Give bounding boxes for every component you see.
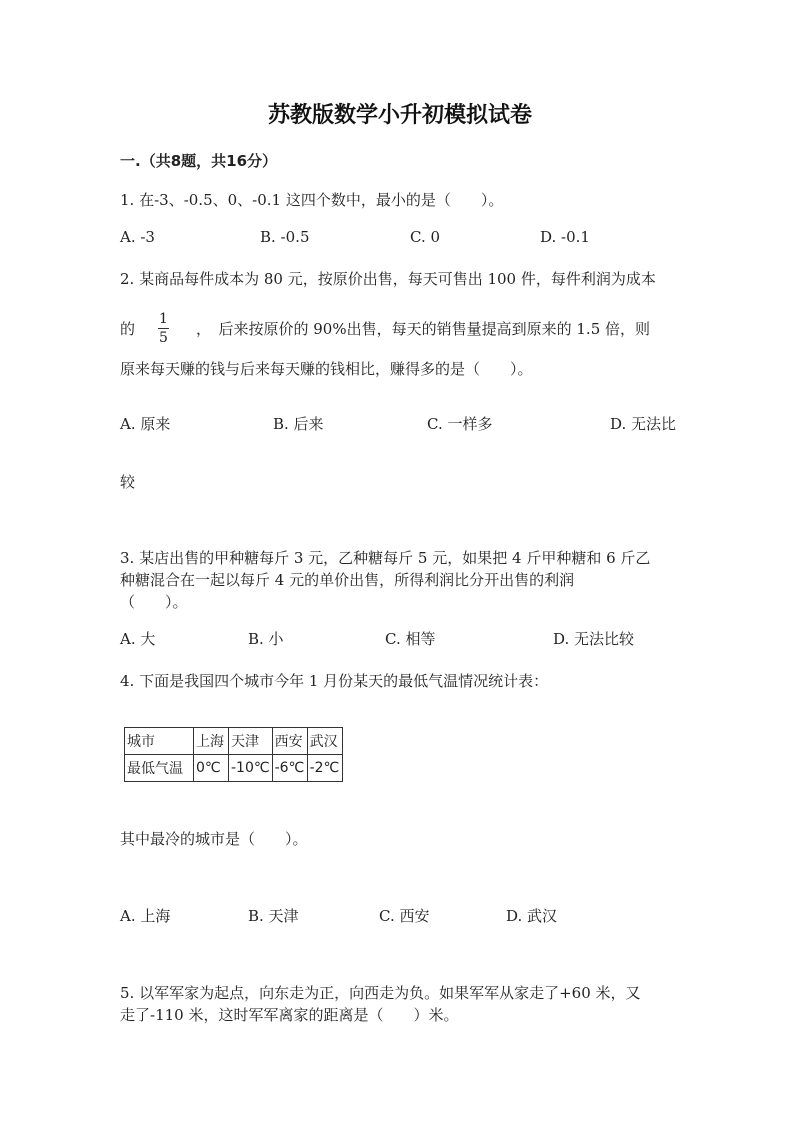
section-heading: 一.（共8题，共16分） — [120, 152, 278, 170]
fraction-bar — [158, 328, 169, 329]
question-3-option-a: A. 大 — [120, 630, 156, 648]
fraction-one-fifth — [158, 311, 169, 346]
question-2-option-c: C. 一样多 — [427, 415, 493, 433]
fraction-numerator: 1 — [159, 311, 168, 327]
question-2-option-d: D. 无法比 — [610, 415, 677, 433]
question-1-option-b: B. -0.5 — [260, 228, 310, 246]
table-row — [125, 728, 343, 755]
question-1-option-c: C. 0 — [410, 228, 441, 246]
question-1-option-a: A. -3 — [120, 228, 155, 246]
table-row — [125, 755, 343, 782]
table-cell: 武汉 — [307, 728, 342, 755]
table-cell: -10℃ — [229, 755, 273, 782]
question-4-option-b: B. 天津 — [248, 907, 299, 925]
question-2-option-d-wrap: 较 — [120, 473, 136, 491]
table-cell: 0℃ — [194, 755, 229, 782]
table-cell: 天津 — [229, 728, 273, 755]
question-4-text: 4. 下面是我国四个城市今年 1 月份某天的最低气温情况统计表： — [120, 672, 549, 690]
question-2-option-b: B. 后来 — [273, 415, 324, 433]
question-5-line-2: 走了-110 米，这时军军离家的距离是（ ）米。 — [120, 1006, 459, 1024]
question-5-line-1: 5. 以军军家为起点，向东走为正，向西走为负。如果军军从家走了+60 米，又 — [120, 984, 641, 1002]
table-cell: -2℃ — [307, 755, 342, 782]
question-1-option-d: D. -0.1 — [540, 228, 590, 246]
question-2-line-2-prefix: 的 — [120, 320, 136, 338]
question-3-option-c: C. 相等 — [385, 630, 436, 648]
question-3-line-2: 种糖混合在一起以每斤 4 元的单价出售，所得利润比分开出售的利润 — [120, 571, 575, 589]
fraction-denominator: 5 — [159, 330, 168, 346]
table-cell: 西安 — [272, 728, 307, 755]
table-cell: 最低气温 — [125, 755, 194, 782]
question-4-option-d: D. 武汉 — [506, 907, 558, 925]
question-3-option-b: B. 小 — [248, 630, 284, 648]
question-3-option-d: D. 无法比较 — [553, 630, 635, 648]
question-4-option-c: C. 西安 — [379, 907, 430, 925]
table-cell: -6℃ — [272, 755, 307, 782]
question-3-line-1: 3. 某店出售的甲种糖每斤 3 元，乙种糖每斤 5 元，如果把 4 斤甲种糖和 6 斤乙 — [120, 549, 651, 567]
question-4-question: 其中最冷的城市是（ ）。 — [120, 830, 308, 848]
question-1-text: 1. 在-3、-0.5、0、-0.1 这四个数中，最小的是（ ）。 — [120, 191, 504, 209]
question-3-line-3: （ ）。 — [120, 593, 188, 611]
table-cell: 城市 — [125, 728, 194, 755]
table-cell: 上海 — [194, 728, 229, 755]
temperature-table — [124, 727, 343, 782]
question-4-option-a: A. 上海 — [120, 907, 171, 925]
question-2-option-a: A. 原来 — [120, 415, 171, 433]
page-title: 苏教版数学小升初模拟试卷 — [267, 103, 532, 128]
question-2-line-1: 2. 某商品每件成本为 80 元，按原价出售，每天可售出 100 件，每件利润为成本 — [120, 270, 656, 288]
question-2-line-3: 原来每天赚的钱与后来每天赚的钱相比，赚得多的是（ ）。 — [120, 360, 533, 378]
question-2-line-2-suffix: ， 后来按原价的 90%出售，每天的销售量提高到原来的 1.5 倍，则 — [196, 320, 651, 338]
